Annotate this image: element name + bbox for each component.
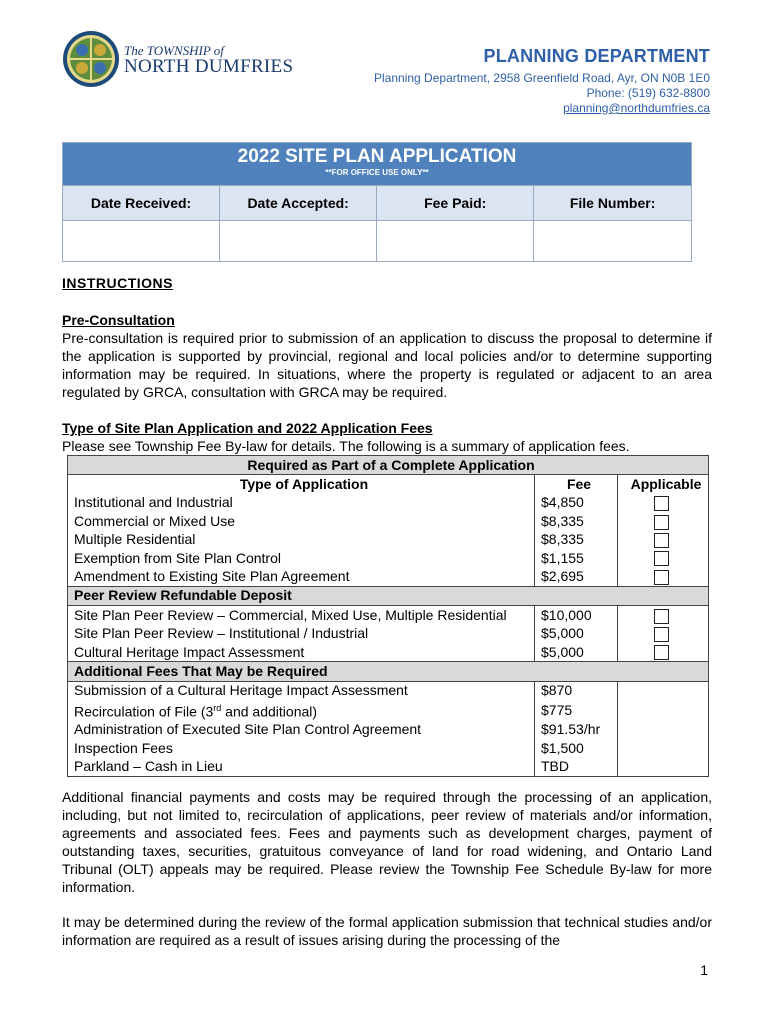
additional-fees-section-header: Additional Fees That May be Required	[68, 662, 709, 681]
fee-type: Site Plan Peer Review – Institutional / Industrial	[68, 625, 535, 643]
table-row	[68, 700, 709, 721]
fee-amount: $4,850	[535, 494, 618, 512]
fee-amount: $5,000	[535, 643, 618, 662]
table-row	[68, 567, 709, 586]
fees-heading: Type of Site Plan Application and 2022 Application Fees	[62, 420, 433, 436]
department-email-link[interactable]: planning@northdumfries.ca	[563, 101, 710, 115]
brand-line-1: The TOWNSHIP of	[124, 43, 224, 58]
table-row	[68, 606, 709, 625]
fee-amount: $8,335	[535, 531, 618, 549]
date-received-field[interactable]	[63, 221, 220, 262]
applicable-checkbox[interactable]	[654, 496, 669, 511]
applicable-checkbox[interactable]	[654, 551, 669, 566]
preconsultation-heading: Pre-Consultation	[62, 312, 175, 328]
fee-amount: $870	[535, 681, 618, 700]
date-received-header: Date Received:	[63, 186, 220, 221]
fee-amount: $8,335	[535, 512, 618, 530]
applicable-checkbox[interactable]	[654, 627, 669, 642]
technical-studies-paragraph: It may be determined during the review of the formal application submission that technical studies and/or information are required as a result of issues arising during the processing of the	[62, 914, 712, 948]
department-header	[374, 46, 710, 116]
fee-amount: $1,155	[535, 549, 618, 567]
table-row	[68, 531, 709, 549]
table-row	[68, 494, 709, 512]
file-number-header: File Number:	[534, 186, 692, 221]
application-title-banner	[63, 143, 692, 186]
fee-table	[67, 455, 709, 777]
fee-amount: $775	[535, 700, 618, 721]
department-name: PLANNING DEPARTMENT	[483, 46, 710, 66]
date-accepted-header: Date Accepted:	[220, 186, 377, 221]
table-row	[68, 739, 709, 757]
table-row	[68, 681, 709, 700]
fee-type: Inspection Fees	[68, 739, 535, 757]
fee-amount: TBD	[535, 758, 618, 777]
fees-intro: Please see Township Fee By-law for details. The following is a summary of application fees.	[62, 438, 630, 454]
instructions-heading: INSTRUCTIONS	[62, 275, 173, 291]
applicable-checkbox[interactable]	[654, 645, 669, 660]
page-number: 1	[700, 962, 708, 978]
township-seal-logo	[62, 30, 120, 88]
col-applicable-header: Applicable	[618, 475, 709, 494]
fee-paid-header: Fee Paid:	[377, 186, 534, 221]
table-row	[68, 625, 709, 643]
fee-type: Parkland – Cash in Lieu	[68, 758, 535, 777]
department-address: Planning Department, 2958 Greenfield Road, Ayr, ON N0B 1E0	[374, 71, 710, 85]
fee-paid-field[interactable]	[377, 221, 534, 262]
fee-type: Submission of a Cultural Heritage Impact Assessment	[68, 681, 535, 700]
table-row	[68, 512, 709, 530]
fee-type: Exemption from Site Plan Control	[68, 549, 535, 567]
preconsultation-text: Pre-consultation is required prior to submission of an application to discuss the proposal to determine if the application is supported by provincial, regional and local policies and/or to determine supporting information may be required. In situations, where the property is regulated or adjacent to an area regulated by GRCA, consultation with GRCA may be required.	[62, 330, 712, 400]
fee-amount: $10,000	[535, 606, 618, 625]
peer-review-section-header: Peer Review Refundable Deposit	[68, 586, 709, 605]
office-use-table	[62, 142, 692, 262]
table-row	[68, 549, 709, 567]
table-row	[68, 643, 709, 662]
col-fee-header: Fee	[535, 475, 618, 494]
fee-type: Commercial or Mixed Use	[68, 512, 535, 530]
fee-type: Institutional and Industrial	[68, 494, 535, 512]
fee-amount: $2,695	[535, 567, 618, 586]
fee-type: Site Plan Peer Review – Commercial, Mixed Use, Multiple Residential	[68, 606, 535, 625]
additional-costs-paragraph: Additional financial payments and costs may be required through the processing of an application, including, but not limited to, recirculation of applications, peer review of materials and/or information, agreements and associated fees. Fees and payments such as development charges, payment of outstanding taxes, securities, gratuitous conveyance of land for road widening, and Ontario Land Tribunal (OLT) appeals may be required. Please review the Township Fee Schedule By-law for more information.	[62, 789, 712, 895]
fee-type: Administration of Executed Site Plan Control Agreement	[68, 721, 535, 739]
date-accepted-field[interactable]	[220, 221, 377, 262]
fee-type: Cultural Heritage Impact Assessment	[68, 643, 535, 662]
table-row	[68, 721, 709, 739]
fee-table-main-header: Required as Part of a Complete Application	[68, 456, 709, 475]
col-type-header: Type of Application	[68, 475, 535, 494]
application-title: 2022 SITE PLAN APPLICATION	[237, 146, 517, 167]
fee-type: Recirculation of File (3rd and additional)	[68, 700, 535, 721]
fee-type: Amendment to Existing Site Plan Agreement	[68, 567, 535, 586]
fee-amount: $1,500	[535, 739, 618, 757]
fee-amount: $91.53/hr	[535, 721, 618, 739]
applicable-checkbox[interactable]	[654, 609, 669, 624]
fee-type: Multiple Residential	[68, 531, 535, 549]
township-wordmark	[124, 44, 293, 77]
applicable-checkbox[interactable]	[654, 533, 669, 548]
applicable-checkbox[interactable]	[654, 515, 669, 530]
department-phone: Phone: (519) 632-8800	[586, 86, 710, 100]
table-row	[68, 758, 709, 777]
brand-line-2: NORTH DUMFRIES	[124, 56, 294, 77]
fee-amount: $5,000	[535, 625, 618, 643]
applicable-checkbox[interactable]	[654, 570, 669, 585]
file-number-field[interactable]	[534, 221, 692, 262]
office-use-only-label: **FOR OFFICE USE ONLY**	[325, 168, 429, 177]
